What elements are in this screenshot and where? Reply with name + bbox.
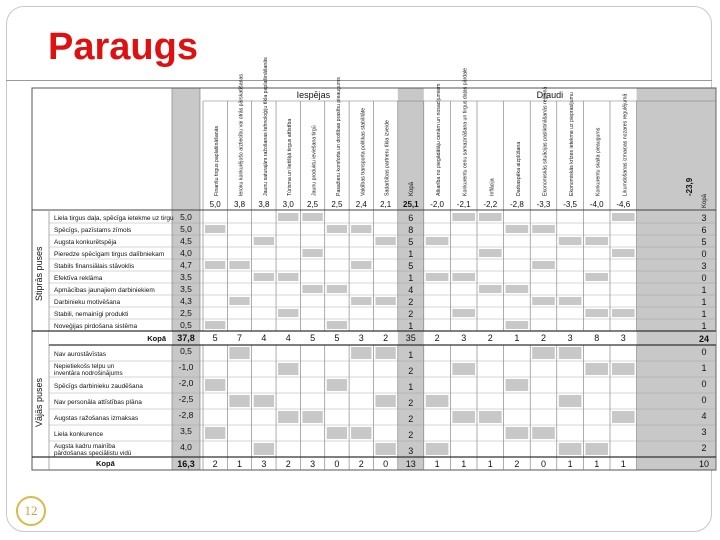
weakness-rating: 0,5 (180, 346, 192, 356)
weakness-opp-count: 2 (408, 366, 414, 376)
match-cell (205, 321, 225, 329)
threat-rating: -2,1 (456, 200, 471, 209)
opportunity-column-label: Sadarbības partneru tīkla izveide (384, 120, 391, 196)
weakness-threat-col-total: 1 (434, 459, 440, 469)
opportunity-column-label: Pasažieru komforta un drošības prasību pieaugums (335, 77, 342, 196)
match-cell (559, 297, 582, 305)
opportunity-rating: 3,0 (282, 200, 294, 209)
strength-rating: 2,5 (180, 308, 192, 318)
strength-label: Spēcīgs, pazīstams zīmols (54, 227, 132, 234)
threats-total-rating: -23,9 (685, 177, 694, 196)
match-cell (254, 395, 274, 407)
strength-threat-count: 3 (701, 261, 707, 271)
match-cell (452, 309, 475, 317)
match-cell (278, 309, 298, 317)
strength-opp-count: 1 (408, 249, 414, 259)
strength-opp-count: 5 (408, 261, 414, 271)
match-cell (205, 379, 225, 391)
weakness-opp-col-total: 1 (237, 459, 243, 469)
match-cell (612, 213, 635, 221)
match-cell (532, 427, 555, 439)
match-cell (205, 427, 225, 439)
weaknesses-side-label: Vājās puses (34, 377, 44, 427)
strength-rating: 0,5 (180, 320, 192, 330)
weakness-threat-count: 0 (701, 395, 707, 405)
weakness-rating: -1,0 (178, 362, 194, 372)
match-cell (375, 443, 395, 455)
match-cell (254, 237, 274, 245)
opportunity-rating: 2,1 (380, 200, 392, 209)
match-cell (302, 213, 322, 221)
threat-column-label: Likumdošanas izmaiņas nozares regulējumā (622, 93, 629, 196)
strength-threat-col-total: 8 (594, 333, 600, 343)
opportunity-rating: 2,5 (307, 200, 319, 209)
match-cell (612, 249, 635, 257)
strength-opp-col-total: 4 (261, 333, 267, 343)
match-cell (375, 237, 395, 245)
match-cell (585, 273, 608, 281)
match-cell (506, 379, 529, 391)
threat-rating: -2,0 (430, 200, 444, 209)
strength-opp-count: 2 (408, 297, 414, 307)
match-cell (302, 249, 322, 257)
match-cell (375, 347, 395, 359)
match-cell (585, 363, 608, 375)
strength-opp-col-total: 5 (334, 333, 340, 343)
weakness-label: Nepietiekošs telpu un inventāra nodrošinājums (54, 363, 123, 377)
strength-opp-col-total: 7 (237, 333, 243, 343)
match-cell (612, 411, 635, 423)
match-cell (506, 225, 529, 233)
threat-column-label: Konkurentu cenu samazināšana un tirgus daļas pārdale (462, 67, 469, 196)
strength-opp-count: 1 (408, 273, 414, 283)
strength-threat-count: 1 (701, 297, 707, 307)
match-cell (452, 363, 475, 375)
slide-title: Paraugs (48, 26, 198, 68)
strength-opp-col-total: 3 (358, 333, 364, 343)
strength-opp-grand-total: 35 (405, 333, 416, 343)
opportunities-total-rating: 25,1 (403, 200, 419, 209)
weakness-threat-count: 0 (701, 347, 707, 357)
strength-rating: 4,3 (180, 296, 192, 306)
match-cell (375, 395, 395, 407)
opportunity-column-label: Tūrisma un lietišķā tirgus attīstība (287, 118, 294, 196)
threat-rating: -4,6 (616, 200, 631, 209)
strength-threat-col-total: 3 (620, 333, 626, 343)
weakness-threat-col-total: 1 (567, 459, 573, 469)
threat-rating: -3,5 (563, 200, 577, 209)
strength-rating: 4,7 (180, 260, 192, 270)
match-cell (426, 273, 449, 281)
match-cell (559, 347, 582, 359)
strength-threat-col-total: 3 (567, 333, 573, 343)
strength-label: Efektīva reklāma (54, 275, 103, 282)
strength-opp-col-total: 5 (212, 333, 218, 343)
weakness-rating: -2,5 (178, 394, 194, 404)
match-cell (426, 237, 449, 245)
weakness-label: Augstas ražošanas izmaksas (54, 415, 139, 422)
match-cell (452, 213, 475, 221)
weakness-threat-count: 1 (701, 363, 707, 373)
weakness-opp-col-total: 3 (261, 459, 267, 469)
match-cell (327, 321, 347, 329)
strength-total-label: Kopā (147, 334, 166, 343)
weakness-opp-col-total: 2 (358, 459, 364, 469)
weakness-threat-col-total: 0 (540, 459, 547, 469)
match-cell (532, 347, 555, 359)
match-cell (229, 297, 249, 305)
match-cell (479, 411, 502, 423)
match-cell (612, 309, 635, 317)
match-cell (452, 273, 475, 281)
threat-column-label: Ekonomiskās krīzes ietekme uz pieprasījumu (569, 92, 576, 196)
weakness-opp-col-total: 0 (334, 459, 340, 469)
weakness-opp-count: 2 (408, 430, 414, 440)
opportunity-rating: 2,5 (331, 200, 343, 209)
weakness-threat-col-total: 2 (514, 459, 520, 469)
weakness-opp-col-total: 0 (383, 459, 389, 469)
strength-label: Augsta konkurētspēja (54, 239, 117, 246)
match-cell (426, 443, 449, 455)
weakness-threat-col-total: 1 (487, 459, 493, 469)
strength-label: Noveģijas pirdošana sistēma (54, 323, 138, 330)
match-cell (327, 427, 347, 439)
weakness-threat-col-total: 1 (461, 459, 467, 469)
match-cell (302, 411, 322, 423)
match-cell (278, 213, 298, 221)
match-cell (532, 261, 555, 269)
strength-label: Stabils finansiālais stāvoklis (54, 263, 135, 270)
strength-label: Apmācības jaunajiem darbiniekiem (54, 287, 155, 294)
match-cell (351, 225, 371, 233)
match-cell (327, 225, 347, 233)
weakness-opp-count: 2 (408, 398, 414, 408)
strength-threat-count: 0 (701, 249, 707, 259)
match-cell (351, 347, 371, 359)
match-cell (585, 309, 608, 317)
match-cell (205, 261, 225, 269)
weakness-threat-col-total: 1 (620, 459, 626, 469)
match-cell (351, 261, 371, 269)
strength-threat-col-total: 2 (540, 333, 547, 343)
weakness-threat-count: 3 (701, 427, 707, 437)
threat-rating: -2,8 (510, 200, 524, 209)
weakness-opp-count: 2 (408, 414, 414, 424)
strength-rating: 5,0 (180, 212, 192, 222)
opportunity-rating: 5,0 (209, 200, 221, 209)
strength-threat-count: 1 (701, 285, 707, 295)
match-cell (559, 395, 582, 407)
match-cell (532, 297, 555, 305)
weakness-opp-col-total: 2 (212, 459, 218, 469)
strength-rating: 4,5 (180, 236, 192, 246)
match-cell (479, 249, 502, 257)
strength-rating: 3,5 (180, 272, 192, 282)
weakness-threat-count: 2 (701, 443, 707, 453)
strength-rating: 3,5 (180, 284, 192, 294)
weakness-opp-col-total: 2 (285, 459, 291, 469)
match-cell (479, 213, 502, 221)
threat-total-column-label: Kopā (702, 193, 708, 208)
opportunity-column-label: Ieroku konkurējošo aiztiecību vai otrās pārskatīšanas (238, 74, 245, 196)
match-cell (327, 379, 347, 391)
strength-threat-col-total: 2 (434, 333, 440, 343)
opportunity-column-label: Jaunu saturajām ražošanas tehnoloģiju tīkla paplašināšanās (262, 57, 269, 196)
match-cell (278, 273, 298, 281)
match-cell (351, 297, 371, 305)
strength-threat-col-total: 1 (514, 333, 520, 343)
opportunity-column-label: Finanšu tirgus paplašināšanās (214, 125, 221, 196)
threat-column-label: Atkarība no piegādātāju cenām un nosacījumiem (436, 83, 443, 196)
strength-threat-grand-total: 24 (698, 334, 710, 344)
match-cell (302, 285, 322, 293)
weakness-rating: 3,5 (180, 426, 192, 436)
strength-threat-col-total: 3 (461, 333, 467, 343)
match-cell (327, 285, 347, 293)
match-cell (479, 285, 502, 293)
strength-opp-count: 2 (408, 309, 414, 319)
match-cell (559, 443, 582, 455)
match-cell (585, 237, 608, 245)
opportunity-rating: 2,4 (355, 200, 367, 209)
match-cell (426, 395, 449, 407)
strength-label: Pieredze spēcīgam tirgus dalībniekam (54, 251, 165, 258)
strength-threat-count: 6 (701, 225, 707, 235)
match-cell (585, 443, 608, 455)
strength-threat-count: 1 (701, 321, 707, 331)
threat-column-label: Ekonomiskās situācijas pasliktināšanās reģionā (542, 86, 549, 196)
threat-rating: -3,3 (536, 200, 551, 209)
strength-opp-count: 5 (408, 237, 414, 247)
weakness-opp-col-total: 3 (310, 459, 316, 469)
match-cell (375, 297, 395, 305)
weakness-label: Spēcīgs darbinieku zaudēšana (54, 383, 143, 390)
opp-total-column-label: Kopā (408, 181, 415, 196)
opportunity-rating: 3,8 (258, 200, 270, 209)
match-cell (229, 395, 249, 407)
threat-column-label: Darbaspēka aizplūšana (515, 141, 522, 196)
strength-opp-count: 4 (408, 285, 414, 295)
strength-total-rating: 37,8 (177, 333, 195, 343)
match-cell (254, 443, 274, 455)
strength-threat-count: 0 (701, 273, 707, 283)
strength-opp-col-total: 2 (383, 333, 389, 343)
strength-rating: 4,0 (180, 248, 192, 258)
threats-header: Draudi (536, 90, 564, 100)
weakness-threat-count: 4 (701, 411, 707, 421)
weakness-label: Nav aurostāvīstas (54, 351, 107, 358)
strength-threat-count: 1 (701, 309, 707, 319)
weakness-rating: -2,8 (178, 410, 194, 420)
opportunity-rating: 3,8 (233, 200, 246, 209)
weakness-threat-count: 0 (701, 379, 707, 389)
strength-threat-count: 3 (701, 213, 707, 223)
strength-rating: 5,0 (180, 224, 192, 234)
match-cell (229, 261, 249, 269)
threat-column-label: Inflācija (489, 178, 496, 196)
match-cell (205, 225, 225, 233)
opportunity-column-label: Valdības transporta politikas stabilitāte (360, 107, 367, 196)
strength-threat-count: 5 (701, 237, 707, 247)
page-number: 12 (16, 496, 46, 526)
strength-opp-col-total: 4 (285, 333, 291, 343)
opportunity-column-label: Jaunu produktu ieviešana tirgū (311, 125, 318, 196)
match-cell (254, 273, 274, 281)
match-cell (559, 237, 582, 245)
match-cell (278, 411, 298, 423)
match-cell (612, 363, 635, 375)
strength-opp-count: 1 (408, 321, 414, 331)
threat-rating: -2,2 (483, 200, 498, 209)
strength-opp-col-total: 5 (310, 333, 316, 343)
match-cell (351, 427, 371, 439)
strength-label: Liela tirgus daļa, spēcīga ietekme uz tirgu (54, 215, 174, 222)
weakness-opp-count: 1 (408, 382, 414, 392)
threat-column-label: Konkurentu skaita pieaugums (595, 127, 602, 196)
strength-opp-count: 6 (408, 213, 414, 223)
weakness-rating: 4,0 (180, 442, 192, 452)
match-cell (506, 285, 529, 293)
match-cell (532, 225, 555, 233)
weakness-label: Nav personāla attīstības plāna (54, 399, 142, 406)
opportunities-header: Iespējas (296, 90, 331, 100)
match-cell (506, 427, 529, 439)
strength-label: Stabili, nemainīgi produkti (54, 311, 129, 318)
weakness-threat-col-total: 1 (594, 459, 600, 469)
weakness-label: Augsta kadru mainība pārdošanas speciālistu vidū (54, 443, 132, 457)
weakness-threat-grand-total: 10 (698, 459, 710, 469)
weakness-opp-count: 1 (408, 350, 414, 360)
strengths-side-label: Stiprās puses (34, 246, 44, 301)
weakness-total-label: Kopā (96, 459, 115, 468)
weakness-rating: -2,0 (178, 378, 194, 388)
weakness-label: Liela konkurence (54, 431, 104, 438)
strength-opp-count: 8 (408, 225, 414, 235)
weakness-opp-count: 3 (408, 446, 414, 456)
match-cell (229, 347, 249, 359)
weakness-total-rating: 16,3 (177, 459, 195, 469)
match-cell (506, 321, 529, 329)
threat-rating: -4,0 (589, 200, 604, 209)
weakness-opp-grand-total: 13 (405, 459, 416, 469)
match-cell (278, 363, 298, 375)
strength-label: Darbinieku motivēšana (54, 299, 121, 306)
strength-threat-col-total: 2 (487, 333, 493, 343)
match-cell (452, 411, 475, 423)
